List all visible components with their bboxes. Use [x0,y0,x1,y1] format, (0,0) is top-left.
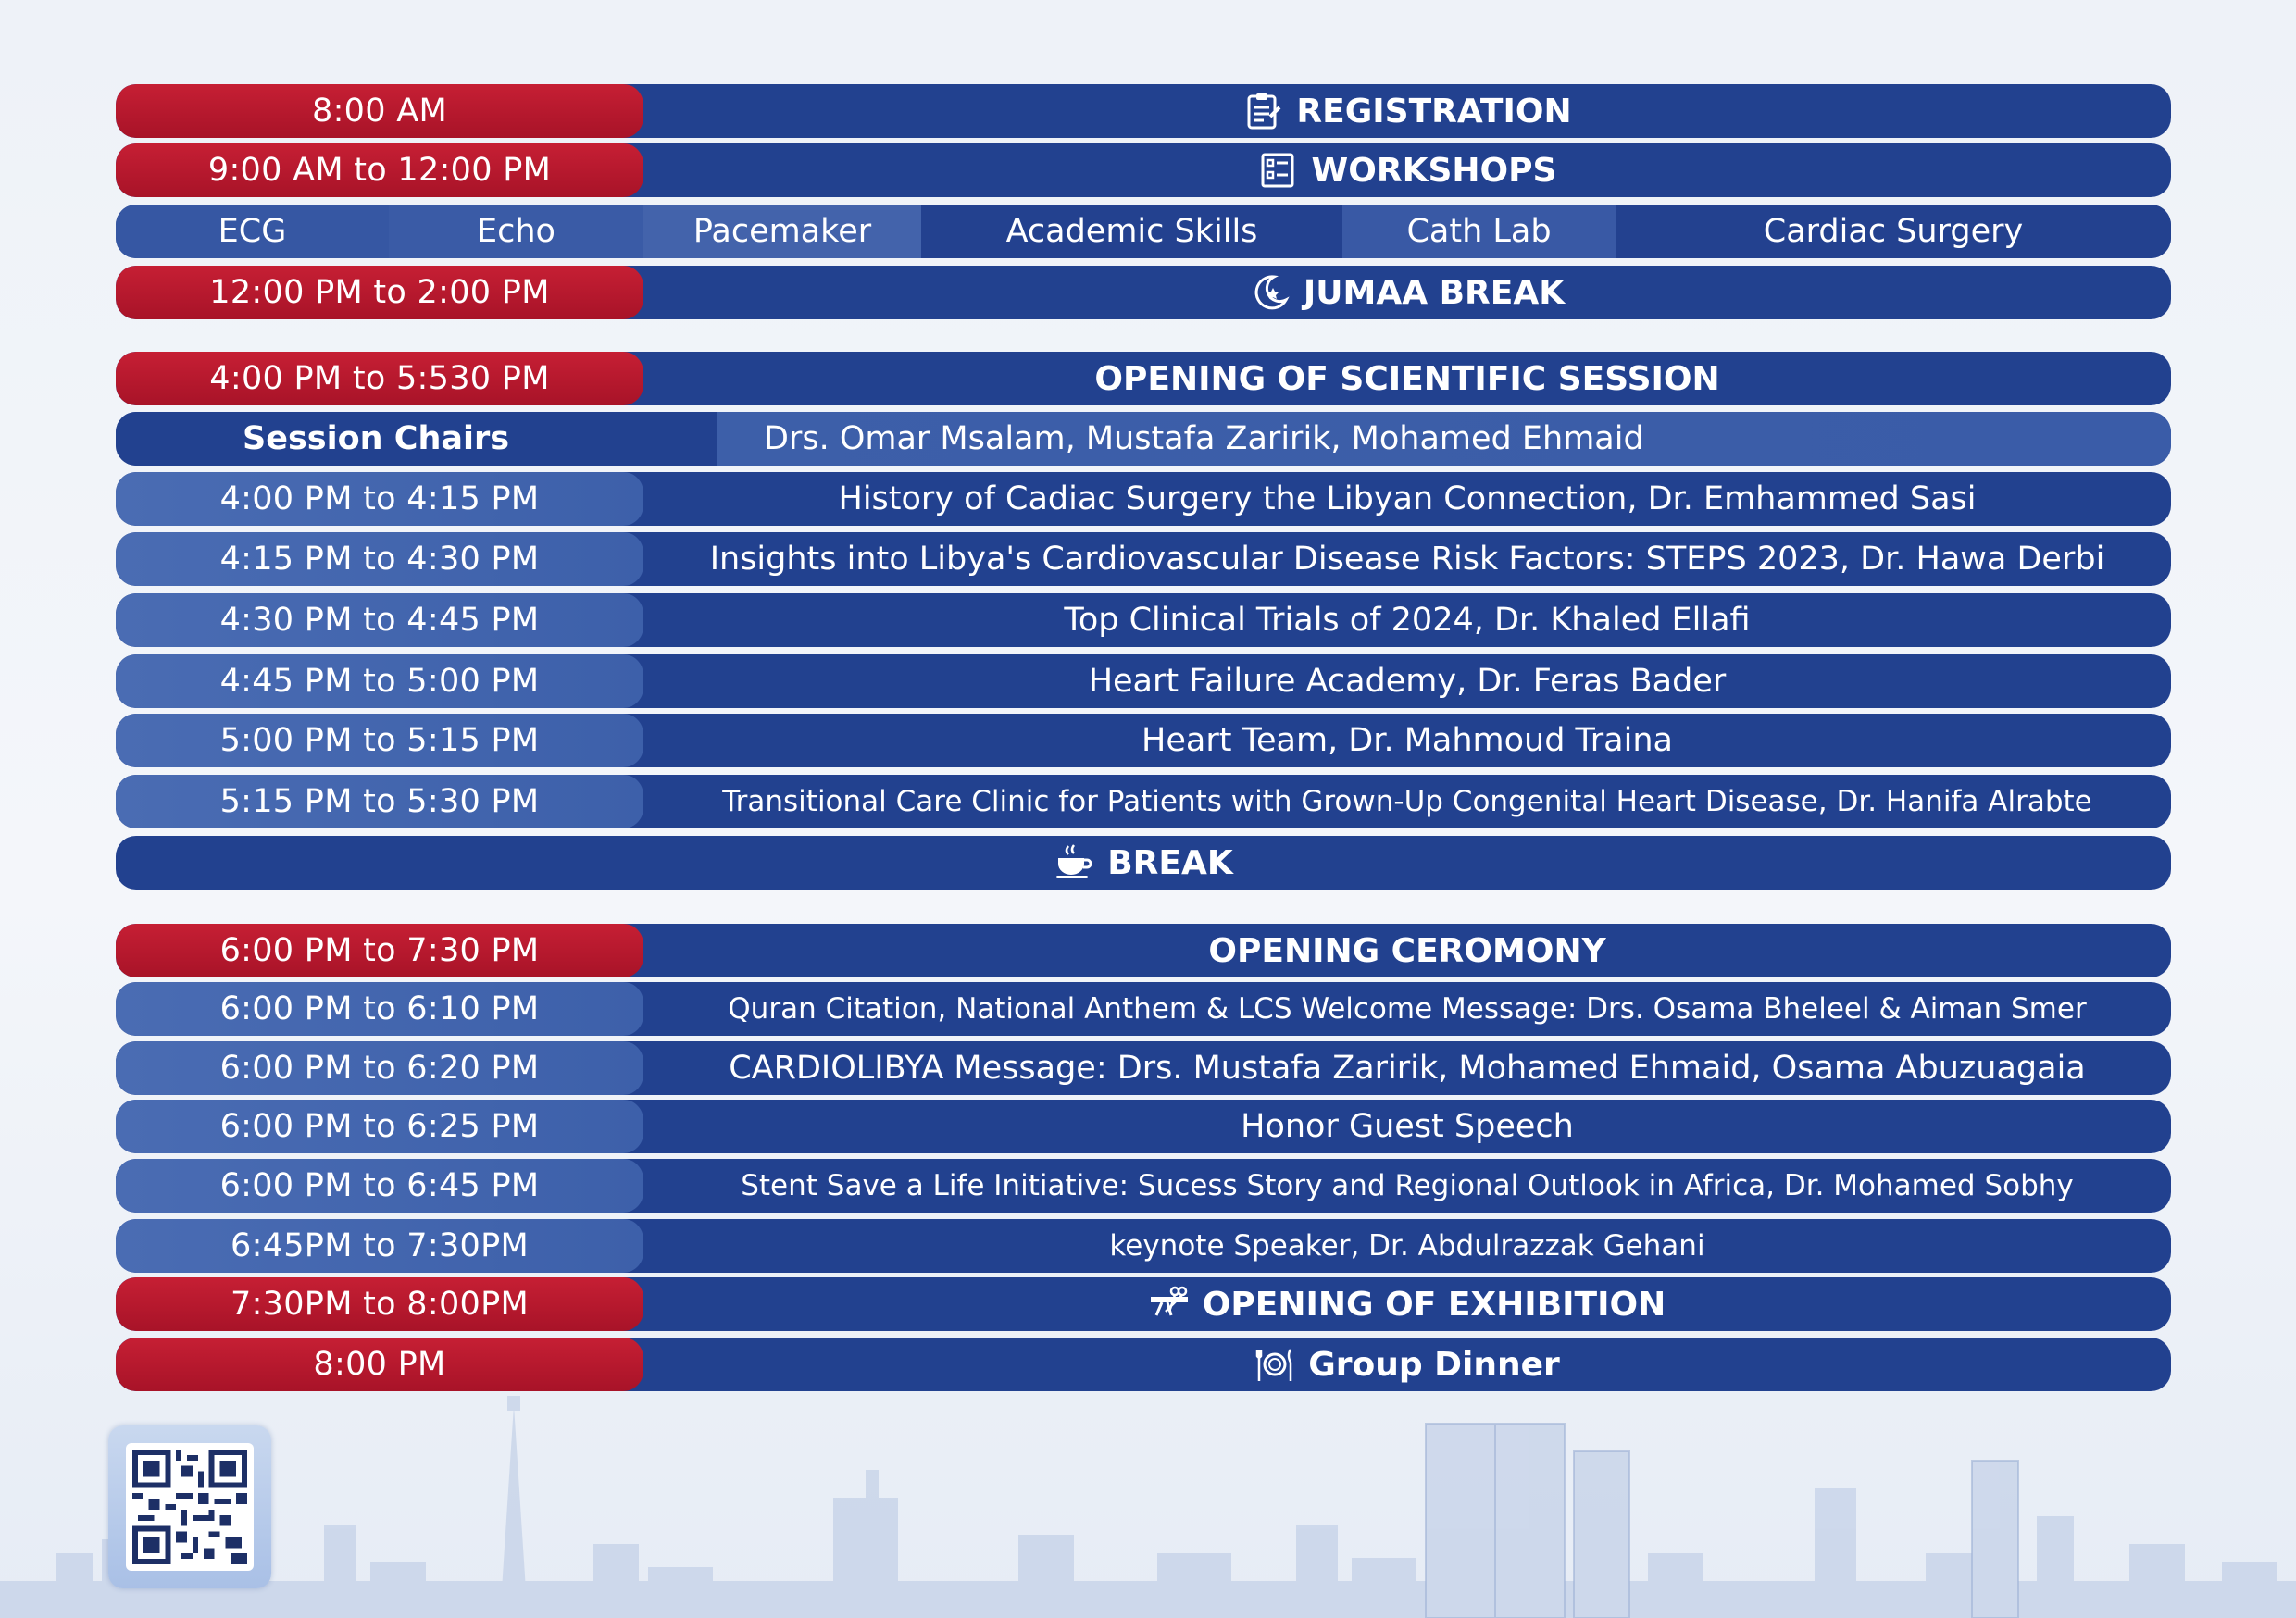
ceremony-item-row [116,982,2171,1036]
break-title: BREAK [1107,843,1233,882]
talk-title: Transitional Care Clinic for Patients with Grown-Up Congenital Heart Disease, Dr. Hanifa Alrabte [722,785,2092,818]
workshop-item-ecg: ECG [116,205,389,258]
talk-row [116,775,2171,828]
talk-time: 4:15 PM to 4:30 PM [116,532,643,586]
session-chairs-value: Drs. Omar Msalam, Mustafa Zaririk, Mohamed Ehmaid [718,412,2171,466]
talk-time: 4:00 PM to 4:15 PM [116,472,643,526]
ceremony-item-time: 6:45PM to 7:30PM [116,1219,643,1273]
talk-title: Insights into Libya's Cardiovascular Disease Risk Factors: STEPS 2023, Dr. Hawa Derbi [709,541,2105,578]
ceremony-item-title: Stent Save a Life Initiative: Sucess Story and Regional Outlook in Africa, Dr. Mohamed Sobhy [741,1169,2074,1202]
ceremony-item-title: Honor Guest Speech [1241,1108,1574,1145]
ceremony-item-title: keynote Speaker, Dr. Abdulrazzak Gehani [1109,1229,1705,1263]
ceremony-item-time: 6:00 PM to 6:25 PM [116,1100,643,1153]
ceremony-time: 6:00 PM to 7:30 PM [116,924,643,977]
talk-time: 4:30 PM to 4:45 PM [116,593,643,647]
crescent-moon-icon [1250,272,1291,313]
ribbon-cutting-icon [1149,1284,1190,1325]
jumaa-title-cell [643,266,2171,319]
exhibition-time: 7:30PM to 8:00PM [116,1277,643,1331]
scientific-session-row [116,352,2171,405]
talk-row [116,472,2171,526]
workshop-item-cardiac-surgery: Cardiac Surgery [1616,205,2171,258]
workshop-items-row [116,205,2171,258]
session-chairs-label: Session Chairs [116,412,718,466]
ceremony-item-title: CARDIOLIBYA Message: Drs. Mustafa Zaririk, Mohamed Ehmaid, Osama Abuzuagaia [729,1050,2086,1087]
dinner-time: 8:00 PM [116,1338,643,1391]
registration-row [116,84,2171,138]
talk-title: Heart Failure Academy, Dr. Feras Bader [1088,663,1727,700]
jumaa-break-row [116,266,2171,319]
workshops-row [116,143,2171,197]
ceremony-item-title: Quran Citation, National Anthem & LCS Welcome Message: Drs. Osama Bheleel & Aiman Smer [728,992,2087,1026]
registration-time: 8:00 AM [116,84,643,138]
exhibition-title-cell [643,1277,2171,1331]
coffee-cup-icon [1054,842,1094,883]
city-skyline-illustration [0,1368,2296,1618]
break-row [116,836,2171,890]
ceremony-row [116,924,2171,977]
workshops-time: 9:00 AM to 12:00 PM [116,143,643,197]
registration-title-cell [643,84,2171,138]
workshop-items [116,205,2171,258]
workshop-item-pacemaker: Pacemaker [643,205,921,258]
ceremony-item-row [116,1100,2171,1153]
checklist-icon [1258,150,1299,191]
ceremony-item-row [116,1041,2171,1095]
workshop-item-echo: Echo [389,205,643,258]
session-chairs-row [116,412,2171,466]
workshop-item-cath-lab: Cath Lab [1342,205,1616,258]
scientific-time: 4:00 PM to 5:530 PM [116,352,643,405]
talk-title: Heart Team, Dr. Mahmoud Traina [1142,722,1673,759]
registration-title: REGISTRATION [1296,92,1572,131]
talk-row [116,532,2171,586]
workshop-item-academic-skills: Academic Skills [921,205,1342,258]
qr-code-icon [132,1450,247,1564]
exhibition-title: OPENING OF EXHIBITION [1202,1285,1666,1324]
ceremony-item-time: 6:00 PM to 6:20 PM [116,1041,643,1095]
talk-time: 4:45 PM to 5:00 PM [116,654,643,708]
qr-code[interactable] [108,1425,271,1588]
talk-title: History of Cadiac Surgery the Libyan Connection, Dr. Emhammed Sasi [838,480,1977,517]
ceremony-item-row [116,1159,2171,1213]
ceremony-item-row [116,1219,2171,1273]
clipboard-icon [1242,91,1283,131]
workshops-title-cell [643,143,2171,197]
workshops-title: WORKSHOPS [1311,151,1557,190]
ceremony-title: OPENING CEROMONY [1208,931,1606,970]
ceremony-item-time: 6:00 PM to 6:45 PM [116,1159,643,1213]
talk-time: 5:00 PM to 5:15 PM [116,714,643,767]
talk-row [116,593,2171,647]
talk-row [116,714,2171,767]
talk-row [116,654,2171,708]
scientific-title: OPENING OF SCIENTIFIC SESSION [1094,359,1720,398]
ceremony-item-time: 6:00 PM to 6:10 PM [116,982,643,1036]
talk-time: 5:15 PM to 5:30 PM [116,775,643,828]
jumaa-time: 12:00 PM to 2:00 PM [116,266,643,319]
jumaa-title: JUMAA BREAK [1303,273,1566,312]
talk-title: Top Clinical Trials of 2024, Dr. Khaled Ellafi [1064,602,1751,639]
exhibition-row [116,1277,2171,1331]
break-title-cell [116,836,2171,890]
dinner-title: Group Dinner [1308,1345,1560,1384]
